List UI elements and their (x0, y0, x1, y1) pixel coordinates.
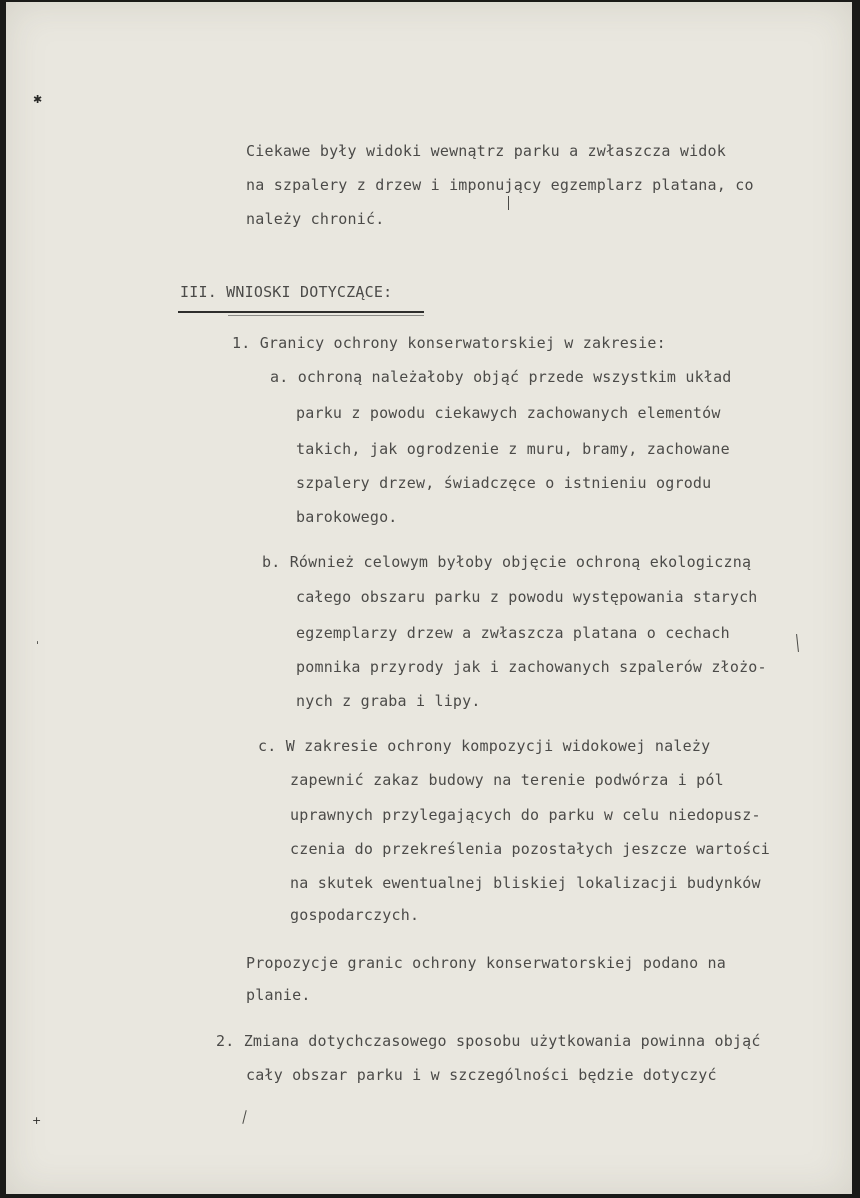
item-1a-line-1: a. ochroną należałoby objąć przede wszystkim układ (270, 368, 732, 386)
item-1b-line-2: całego obszaru parku z powodu występowania starych (296, 588, 758, 606)
item-1b-line-4: pomnika przyrody jak i zachowanych szpalerów złożo- (296, 658, 767, 676)
item-1c-line-4: czenia do przekreślenia pozostałych jeszcze wartości (290, 840, 770, 858)
heading-underline (178, 311, 424, 313)
heading-underline-secondary (228, 315, 424, 316)
item-1b-line-5: nych z graba i lipy. (296, 692, 481, 710)
item-2-line-1: 2. Zmiana dotychczasowego sposobu użytkowania powinna objąć (216, 1032, 761, 1050)
proposal-line-1: Propozycje granic ochrony konserwatorskiej podano na (246, 954, 726, 972)
item-2-line-2: cały obszar parku i w szczególności będzie dotyczyć (246, 1066, 717, 1084)
section-heading: III. WNIOSKI DOTYCZĄCE: (180, 283, 393, 301)
intro-line-2: na szpalery z drzew i imponujący egzemplarz platana, co (246, 176, 754, 194)
item-1c-line-3: uprawnych przylegających do parku w celu niedopusz- (290, 806, 761, 824)
scan-speck-mark: ✱ (33, 93, 43, 106)
intro-line-1: Ciekawe były widoki wewnątrz parku a zwłaszcza widok (246, 142, 726, 160)
item-1b-line-3: egzemplarzy drzew a zwłaszcza platana o cechach (296, 624, 730, 642)
item-1a-line-2: parku z powodu ciekawych zachowanych elementów (296, 404, 721, 422)
intro-line-3: należy chronić. (246, 210, 385, 228)
item-1a-line-4: szpalery drzew, świadczęce o istnieniu ogrodu (296, 474, 712, 492)
item-1c-line-1: c. W zakresie ochrony kompozycji widokowej należy (258, 737, 711, 755)
item-1a-line-3: takich, jak ogrodzenie z muru, bramy, zachowane (296, 440, 730, 458)
proposal-line-2: planie. (246, 986, 311, 1004)
pencil-stroke (508, 196, 509, 210)
scan-speck-mark: + (32, 1114, 42, 1127)
item-1-heading: 1. Granicy ochrony konserwatorskiej w zakresie: (232, 334, 666, 352)
item-1c-line-5: na skutek ewentualnej bliskiej lokalizacji budynków (290, 874, 761, 892)
item-1b-line-1: b. Również celowym byłoby objęcie ochroną ekologiczną (262, 553, 752, 571)
item-1c-line-6: gospodarczych. (290, 906, 420, 924)
item-1c-line-2: zapewnić zakaz budowy na terenie podwórza i pól (290, 771, 724, 789)
item-1a-line-5: barokowego. (296, 508, 398, 526)
scan-speck-mark: ˈ (36, 639, 40, 652)
